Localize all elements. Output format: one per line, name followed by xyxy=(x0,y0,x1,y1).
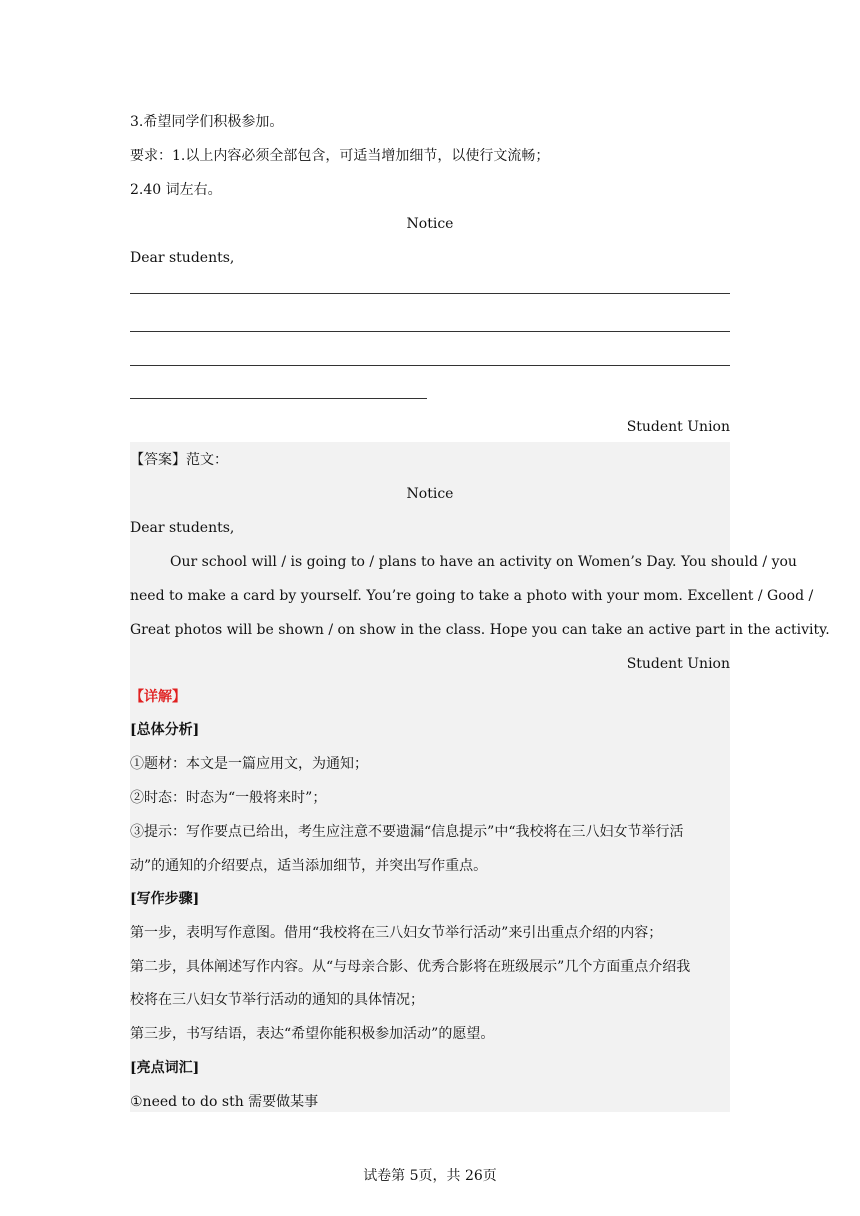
page-footer: 试卷第 5页，共 26页 xyxy=(363,1168,497,1184)
overall-item: ②时态：时态为“一般将来时”； xyxy=(130,790,327,806)
answer-blank-line xyxy=(130,293,730,294)
writing-step: 第一步，表明写作意图。借用“我校将在三八妇女节举行活动”来引出重点介绍的内容； xyxy=(130,925,663,941)
writing-steps-heading: [写作步骤] xyxy=(130,891,200,907)
writing-step: 第三步，书写结语，表达“希望你能积极参加活动”的愿望。 xyxy=(130,1026,495,1042)
overall-item: 动”的通知的介绍要点，适当添加细节，并突出写作重点。 xyxy=(130,858,488,874)
vocab-heading: [亮点词汇] xyxy=(130,1060,200,1076)
answer-blank-line xyxy=(130,331,730,332)
answer-salutation: Dear students, xyxy=(130,520,235,536)
overall-item: ③提示：写作要点已给出，考生应注意不要遗漏“信息提示”中“我校将在三八妇女节举行活 xyxy=(130,824,684,840)
writing-step: 第二步，具体阐述写作内容。从“与母亲合影、优秀合影将在班级展示”几个方面重点介绍我 xyxy=(130,959,691,975)
overall-item: ①题材：本文是一篇应用文，为通知； xyxy=(130,756,368,772)
requirements: 要求：1.以上内容必须全部包含，可适当增加细节，以使行文流畅； xyxy=(130,148,550,164)
answer-notice-title: Notice xyxy=(406,486,454,502)
salutation: Dear students, xyxy=(130,250,235,266)
answer-blank-line xyxy=(130,365,730,366)
vocab-item: ①need to do sth 需要做某事 xyxy=(130,1094,319,1110)
answer-body-line: Our school will / is going to / plans to have an activity on Women’s Day. You should / you xyxy=(170,554,797,570)
signature: Student Union xyxy=(626,419,730,435)
notice-title: Notice xyxy=(406,216,454,232)
answer-body-line: Great photos will be shown / on show in the class. Hope you can take an active part in the activity. xyxy=(130,622,830,638)
requirement-3: 3.希望同学们积极参加。 xyxy=(130,114,284,130)
writing-step: 校将在三八妇女节举行活动的通知的具体情况； xyxy=(130,992,424,1008)
answer-blank-line xyxy=(130,398,427,399)
requirement-word-count: 2.40 词左右。 xyxy=(130,182,222,198)
answer-section-background xyxy=(130,442,830,1112)
answer-label: 【答案】范文： xyxy=(130,452,228,468)
answer-signature: Student Union xyxy=(626,656,730,672)
detail-label: 【详解】 xyxy=(130,689,186,705)
answer-body-line: need to make a card by yourself. You’re going to take a photo with your mom. Excellent / Good / xyxy=(130,588,814,604)
overall-analysis-heading: [总体分析] xyxy=(130,722,200,738)
